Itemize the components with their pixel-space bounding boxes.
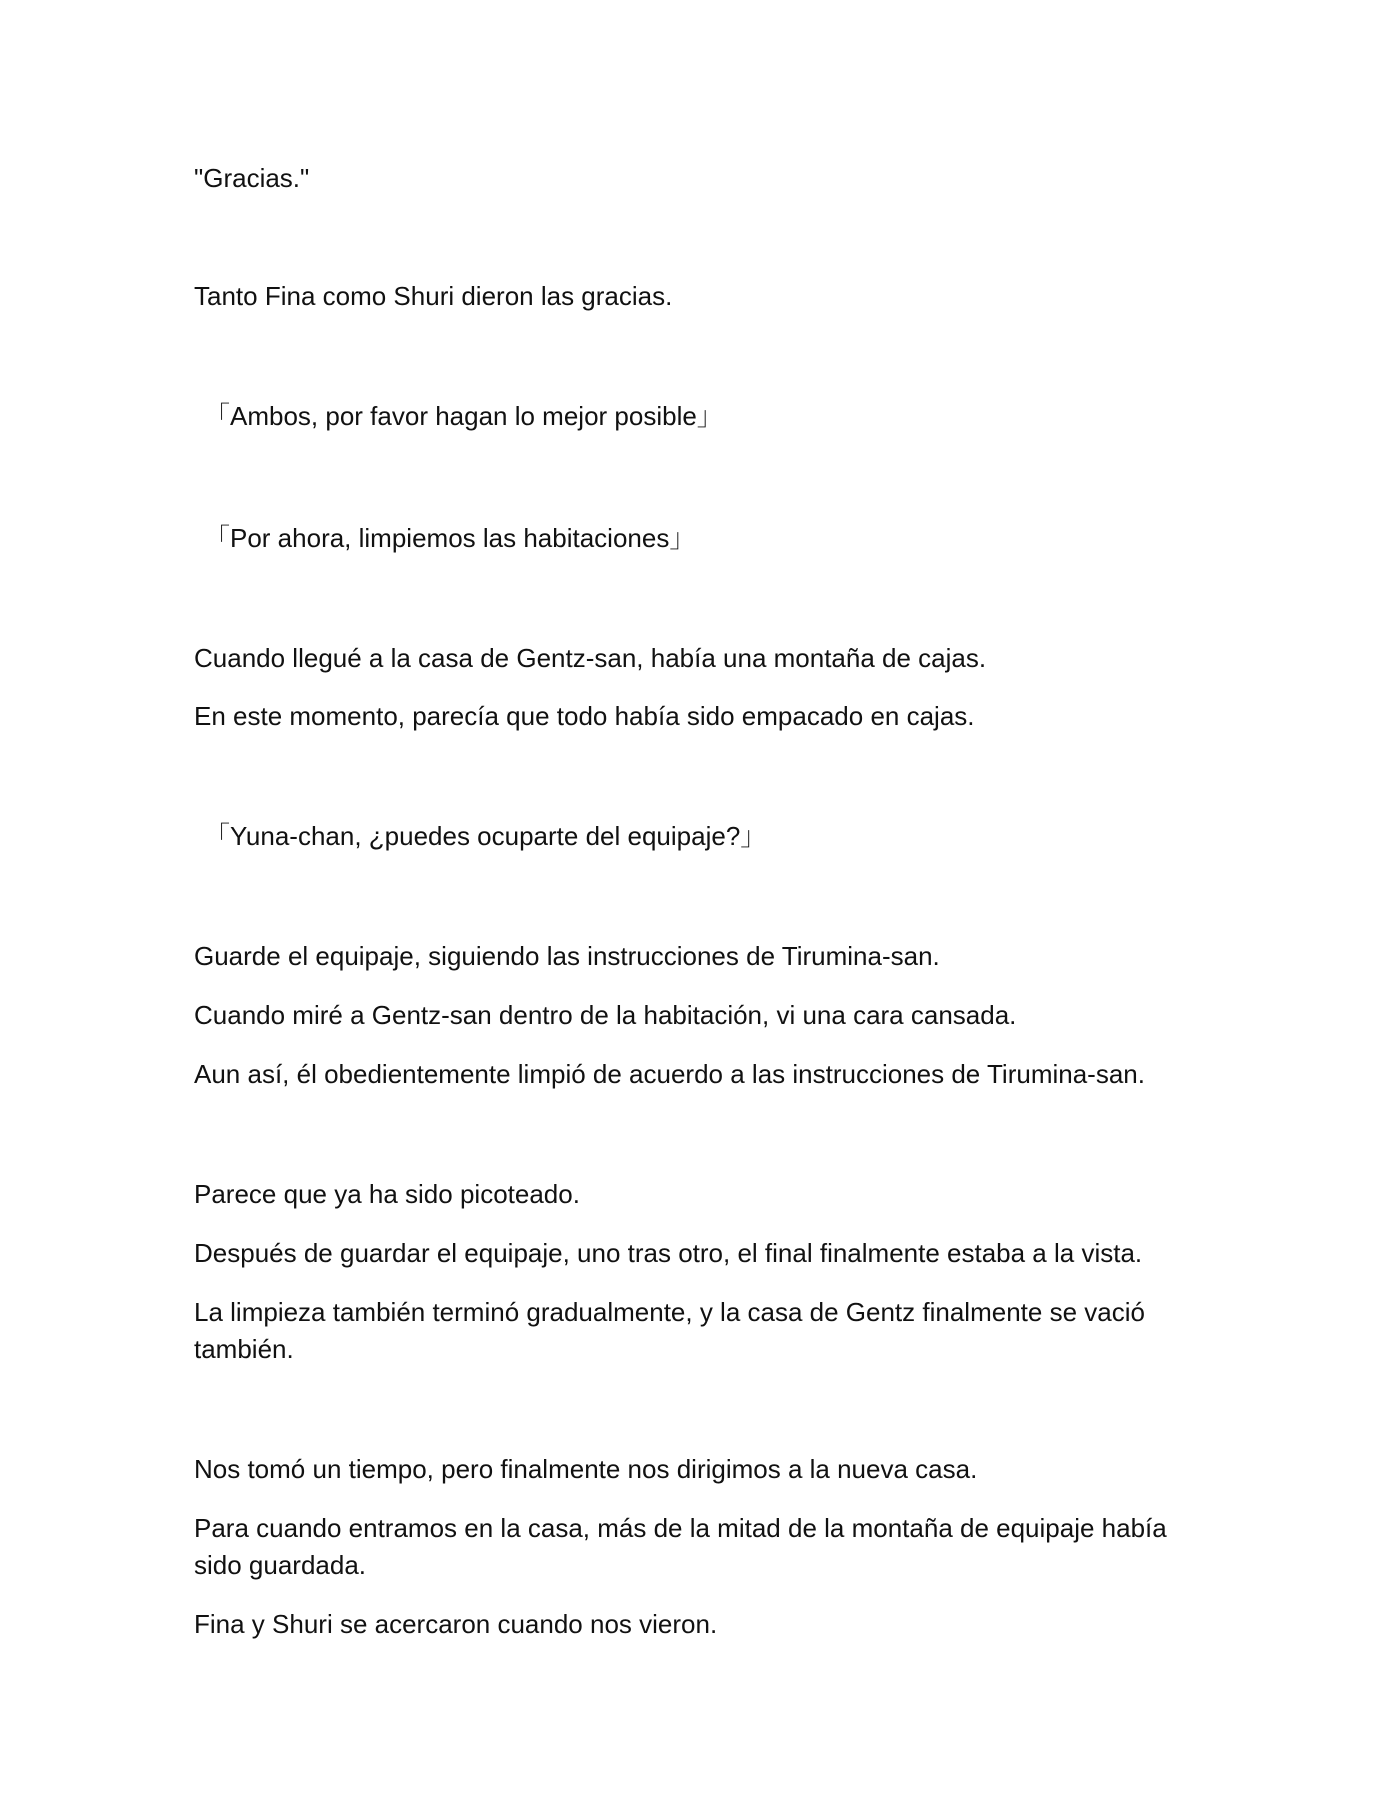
paragraph-cara-cansada: Cuando miré a Gentz-san dentro de la habitación, vi una cara cansada. [194,1000,1017,1030]
dialog-ambos: 「Ambos, por favor hagan lo mejor posible」 [204,401,723,431]
paragraph-empacado: En este momento, parecía que todo había sido empacado en cajas. [194,701,975,731]
paragraph-aun-asi: Aun así, él obedientemente limpió de acuerdo a las instrucciones de Tirumina-san. [194,1059,1145,1089]
paragraph-guarde: Guarde el equipaje, siguiendo las instrucciones de Tirumina-san. [194,941,940,971]
dialog-equipaje: 「Yuna-chan, ¿puedes ocuparte del equipaje?」 [204,821,767,851]
paragraph-montana-equipaje: Para cuando entramos en la casa, más de la mitad de la montaña de equipaje había sido guardada. [194,1513,1167,1580]
paragraph-picoteado: Parece que ya ha sido picoteado. [194,1179,580,1209]
paragraph-thanks: Tanto Fina como Shuri dieron las gracias. [194,281,673,311]
paragraph-cajas: Cuando llegué a la casa de Gentz-san, había una montaña de cajas. [194,643,987,673]
dialog-limpiemos: 「Por ahora, limpiemos las habitaciones」 [204,523,696,553]
paragraph-nueva-casa: Nos tomó un tiempo, pero finalmente nos dirigimos a la nueva casa. [194,1454,978,1484]
paragraph-final-vista: Después de guardar el equipaje, uno tras otro, el final finalmente estaba a la vista. [194,1238,1143,1268]
paragraph-limpieza: La limpieza también terminó gradualmente, y la casa de Gentz finalmente se vació también. [194,1297,1145,1364]
paragraph-se-acercaron: Fina y Shuri se acercaron cuando nos vieron. [194,1609,718,1639]
paragraph-gracias: "Gracias." [194,163,310,193]
